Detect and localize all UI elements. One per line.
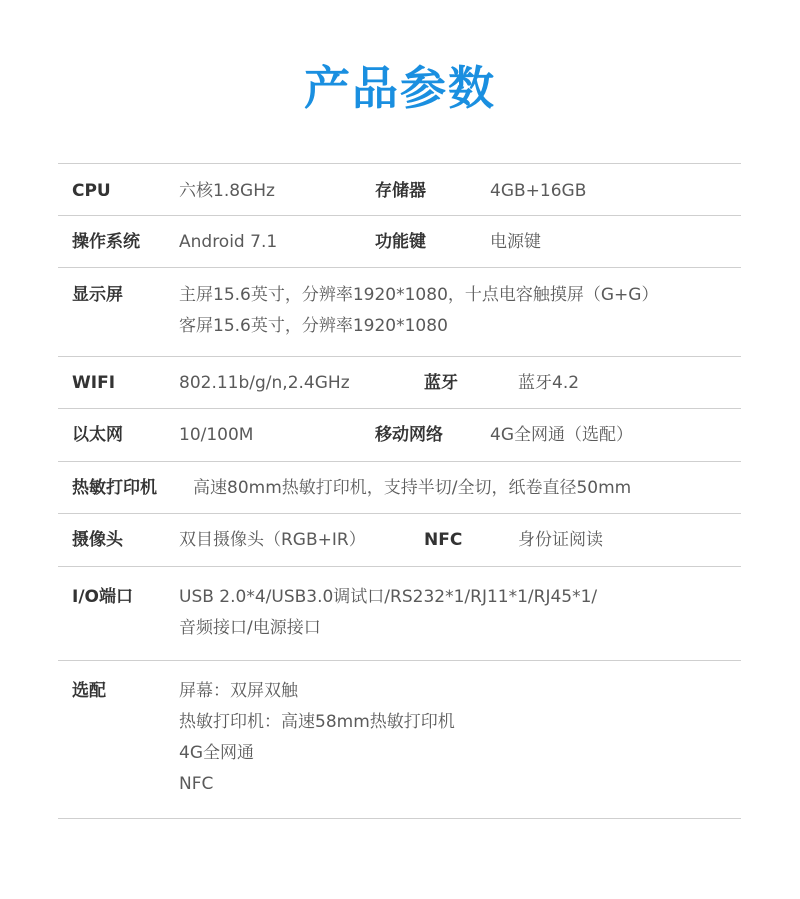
spec-label-bluetooth: 蓝牙 xyxy=(424,373,458,393)
spec-value-display-line: 主屏15.6英寸，分辨率1920*1080，十点电容触摸屏（G+G） xyxy=(179,285,659,305)
spec-label-ethernet: 以太网 xyxy=(72,425,123,445)
spec-row-printer xyxy=(58,461,741,513)
spec-label-mobile-network: 移动网络 xyxy=(375,425,443,445)
spec-value-io-line: 音频接口/电源接口 xyxy=(179,618,321,638)
spec-value-io xyxy=(179,582,597,644)
spec-value-options-line: 热敏打印机：高速58mm热敏打印机 xyxy=(179,712,455,732)
spec-row-io xyxy=(58,566,741,660)
spec-value-mobile-network: 4G全网通（选配） xyxy=(490,425,633,445)
spec-row-camera xyxy=(58,513,741,566)
spec-label-camera: 摄像头 xyxy=(72,530,123,550)
spec-value-cpu: 六核1.8GHz xyxy=(179,181,275,201)
spec-label-nfc: NFC xyxy=(424,530,463,550)
spec-table xyxy=(58,163,741,819)
spec-label-function-keys: 功能键 xyxy=(375,232,426,252)
spec-label-options: 选配 xyxy=(72,681,106,701)
spec-row-options xyxy=(58,660,741,819)
page-title: 产品参数 xyxy=(304,61,496,115)
spec-value-nfc: 身份证阅读 xyxy=(518,530,603,550)
spec-value-options-line: 屏幕：双屏双触 xyxy=(179,681,298,701)
spec-row-ethernet xyxy=(58,408,741,461)
spec-row-wifi xyxy=(58,356,741,408)
spec-value-display-line: 客屏15.6英寸，分辨率1920*1080 xyxy=(179,316,448,336)
spec-label-cpu: CPU xyxy=(72,181,111,201)
spec-label-display: 显示屏 xyxy=(72,285,123,305)
spec-value-options xyxy=(179,676,455,800)
spec-label-os: 操作系统 xyxy=(72,232,140,252)
spec-label-io: I/O端口 xyxy=(72,587,133,607)
spec-label-printer: 热敏打印机 xyxy=(72,478,157,498)
spec-value-bluetooth: 蓝牙4.2 xyxy=(518,373,580,393)
spec-value-wifi: 802.11b/g/n,2.4GHz xyxy=(179,373,350,393)
spec-value-io-line: USB 2.0*4/USB3.0调试口/RS232*1/RJ11*1/RJ45*1/ xyxy=(179,587,598,607)
spec-value-storage: 4GB+16GB xyxy=(490,181,587,201)
spec-value-display xyxy=(179,280,658,342)
spec-value-ethernet: 10/100M xyxy=(179,425,254,445)
spec-value-options-line: 4G全网通 xyxy=(179,743,254,763)
spec-value-os: Android 7.1 xyxy=(179,232,278,252)
spec-value-options-line: NFC xyxy=(179,774,214,794)
spec-value-printer: 高速80mm热敏打印机，支持半切/全切，纸卷直径50mm xyxy=(193,478,632,498)
spec-row-display xyxy=(58,267,741,356)
spec-value-camera: 双目摄像头（RGB+IR） xyxy=(179,530,366,550)
spec-value-function-keys: 电源键 xyxy=(490,232,541,252)
spec-row-cpu xyxy=(58,163,741,215)
spec-row-os xyxy=(58,215,741,267)
spec-label-storage: 存储器 xyxy=(375,181,426,201)
spec-label-wifi: WIFI xyxy=(72,373,116,393)
